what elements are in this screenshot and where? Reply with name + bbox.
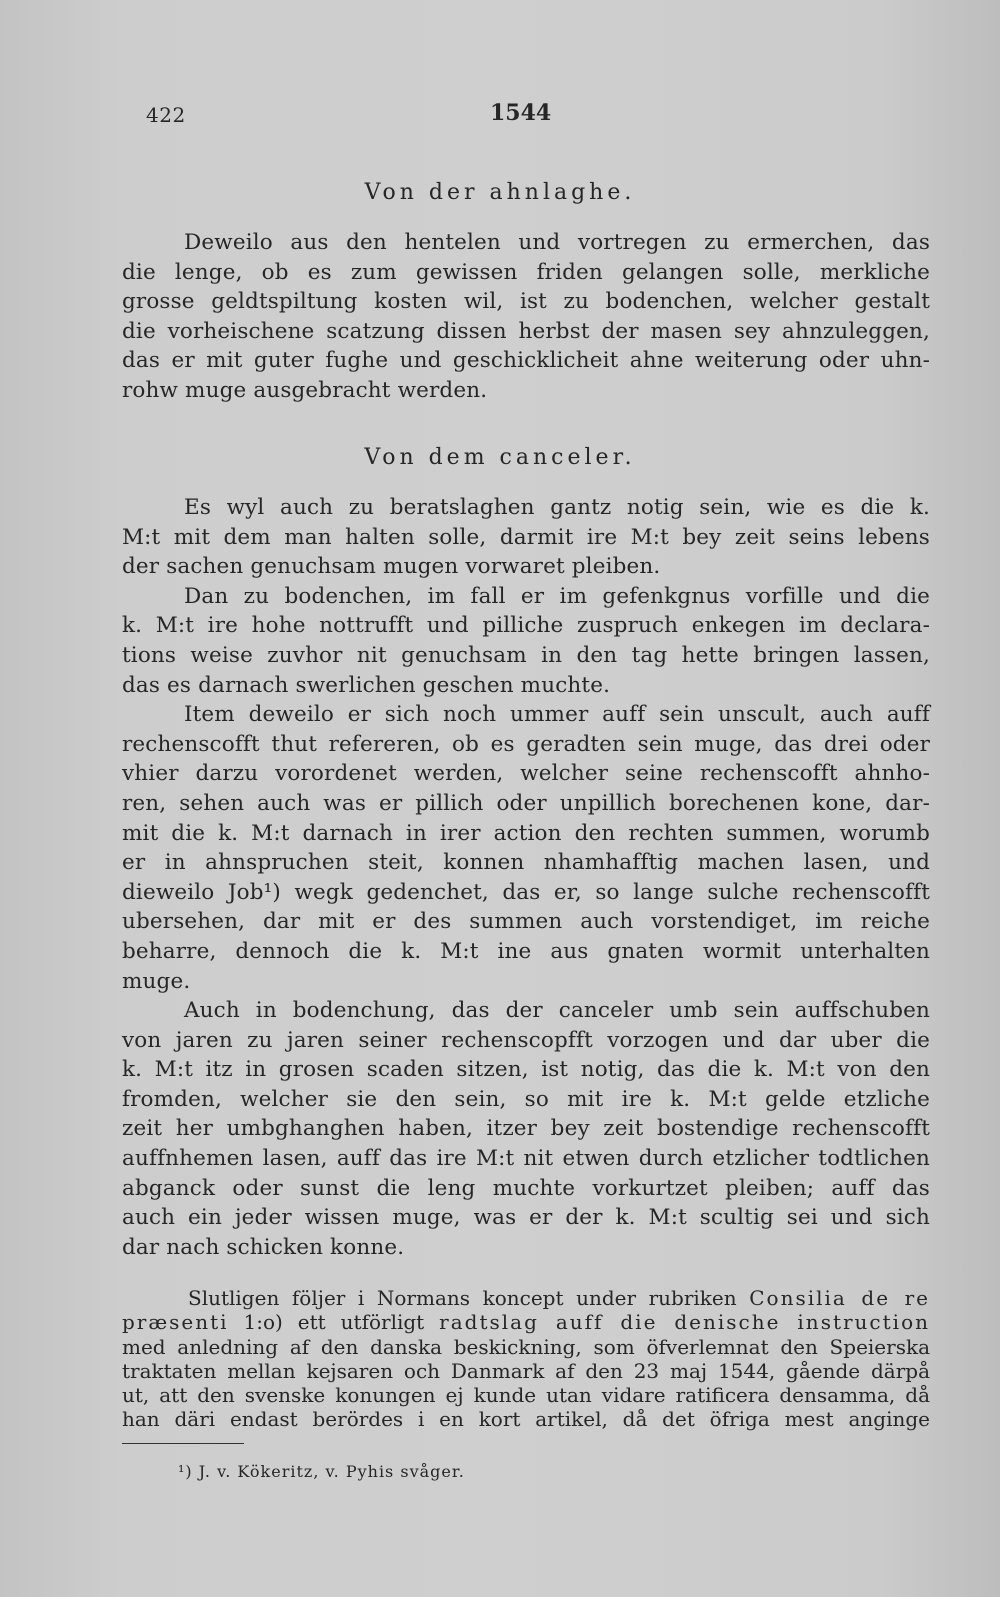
note-rubric: præsenti bbox=[122, 1310, 229, 1335]
text-line: dieweilo Job¹) wegk gedenchet, das er, so lange sulche rechenscofft bbox=[122, 879, 930, 905]
note-line: traktaten mellan kejsaren och Danmark af den 23 maj 1544, gående därpå bbox=[122, 1358, 930, 1383]
footnote-divider bbox=[122, 1443, 244, 1444]
section-heading-ahnlaghe: Von der ahnlaghe. bbox=[364, 180, 636, 205]
text-line: auch ein jeder wissen muge, was er der k. M:t scultig sei und sich bbox=[122, 1205, 930, 1231]
note-line: han däri endast berördes i en kort artikel, då det öfriga mest anginge bbox=[122, 1407, 930, 1432]
section-heading-canceler: Von dem canceler. bbox=[364, 445, 636, 470]
text-line: k. M:t itz in grosen scaden sitzen, ist notig, das die k. M:t von den bbox=[122, 1057, 930, 1083]
editorial-note bbox=[122, 1286, 930, 1432]
section-ahnlaghe-paragraph bbox=[122, 228, 930, 406]
text-line: auffnhemen lasen, auff das ire M:t nit etwen durch etzlicher todtlichen bbox=[122, 1146, 930, 1172]
text-line: Deweilo aus den hentelen und vortregen zu ermerchen, das bbox=[184, 230, 930, 255]
text-line: ubersehen, dar mit er des summen auch vorstendiget, im reiche bbox=[122, 909, 930, 935]
text-line: ren, sehen auch was er pillich oder unpillich borechenen kone, dar- bbox=[122, 790, 930, 816]
text-line: das es darnach swerlichen geschen muchte. bbox=[122, 672, 611, 698]
text-line: Es wyl auch zu beratslaghen gantz notig sein, wie es die k. bbox=[184, 495, 930, 520]
text-line: tions weise zuvhor nit genuchsam in den tag hette bringen lassen, bbox=[122, 642, 930, 668]
note-line: ut, att den svenske konungen ej kunde utan vidare ratificera densamma, då bbox=[122, 1383, 930, 1408]
text-line: M:t mit dem man halten solle, darmit ire M:t bey zeit seins lebens bbox=[122, 524, 930, 550]
text-line: von jaren zu jaren seiner rechenscopfft vorzogen und dar uber die bbox=[122, 1027, 930, 1053]
note-text: Slutligen följer i Normans koncept under rubriken bbox=[188, 1286, 750, 1310]
note-rubric: Consilia de re bbox=[749, 1286, 930, 1310]
text-line: fromden, welcher sie den sein, so mit ire k. M:t gelde etzliche bbox=[122, 1086, 930, 1112]
text-line: k. M:t ire hohe nottrufft und pilliche zuspruch enkegen im declara- bbox=[122, 613, 930, 639]
text-line: grosse geldtspiltung kosten wil, ist zu bodenchen, welcher gestalt bbox=[122, 289, 930, 315]
text-line: muge. bbox=[122, 968, 191, 994]
text-line: Auch in bodenchung, das der canceler umb sein auffschuben bbox=[184, 998, 930, 1024]
text-line: er in ahnspruchen steit, konnen nhamhafftig machen lasen, und bbox=[122, 850, 930, 876]
text-line: rechenscofft thut refereren, ob es geradten sein muge, das drei oder bbox=[122, 731, 930, 757]
text-line: Dan zu bodenchen, im fall er im gefenkgnus vorfille und die bbox=[184, 583, 930, 609]
text-line: Item deweilo er sich noch ummer auff sein unscult, auch auff bbox=[184, 702, 930, 728]
text-line: beharre, dennoch die k. M:t ine aus gnaten wormit unterhalten bbox=[122, 938, 930, 964]
section-canceler-body bbox=[122, 493, 930, 1262]
text-line: das er mit guter fughe und geschicklicheit ahne weiterung oder uhn- bbox=[122, 348, 930, 374]
note-line bbox=[122, 1286, 930, 1310]
note-text: 1:o) ett utförligt bbox=[228, 1310, 440, 1335]
text-line: rohw muge ausgebracht werden. bbox=[122, 377, 488, 403]
text-line: vhier darzu vorordenet werden, welcher seine rechenscofft ahnho- bbox=[122, 761, 930, 787]
text-line: mit die k. M:t darnach in irer action den rechten summen, worumb bbox=[122, 820, 930, 846]
text-line: der sachen genuchsam mugen vorwaret pleiben. bbox=[122, 554, 661, 580]
note-line bbox=[122, 1310, 930, 1334]
text-line: dar nach schicken konne. bbox=[122, 1234, 405, 1260]
text-line: die vorheischene scatzung dissen herbst der masen sey ahnzuleggen, bbox=[122, 318, 930, 344]
footnote: ¹) J. v. Kökeritz, v. Pyhis svåger. bbox=[178, 1462, 465, 1481]
text-line: die lenge, ob es zum gewissen friden gelangen solle, merkliche bbox=[122, 259, 930, 285]
note-rubric: radtslag auff die denische instruction bbox=[439, 1310, 930, 1335]
text-line: zeit her umbghanghen haben, itzer bey zeit bostendige rechenscofft bbox=[122, 1116, 930, 1142]
text-line: abganck oder sunst die leng muchte vorkurtzet pleiben; auff das bbox=[122, 1175, 930, 1201]
page-header-year: 1544 bbox=[490, 100, 552, 126]
page-number: 422 bbox=[146, 103, 186, 127]
note-line: med anledning af den danska beskickning, som öfverlemnat den Speierska bbox=[122, 1334, 930, 1359]
